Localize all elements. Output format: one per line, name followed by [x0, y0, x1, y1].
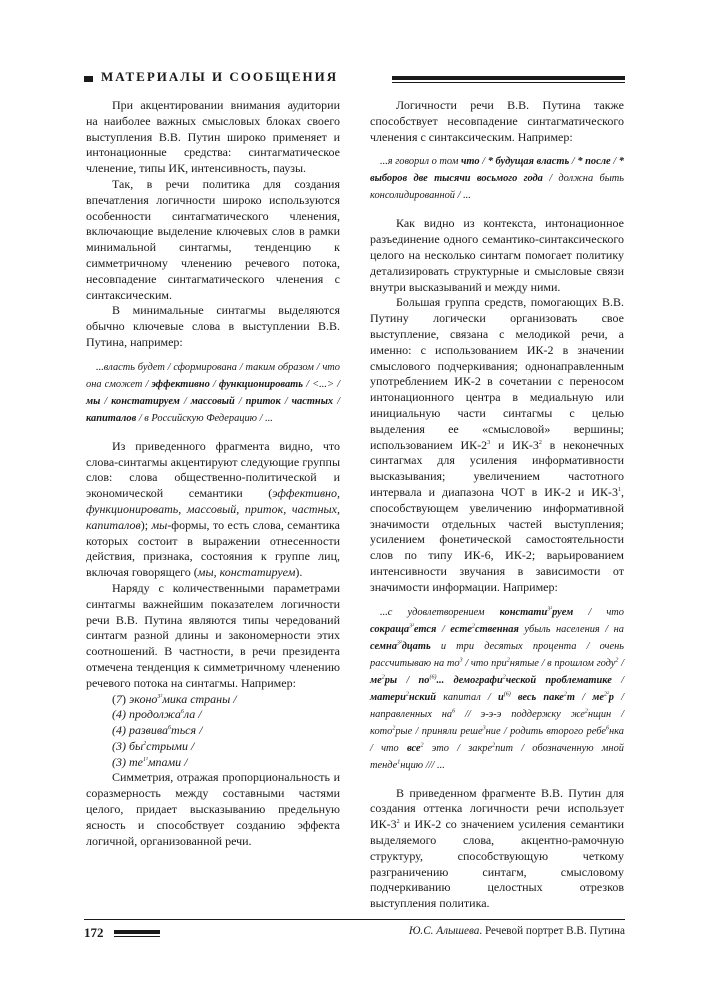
paragraph: В минимальные синтагмы выделяются обычно ключевые слова в выступлении В.В. Путина, например: [86, 303, 340, 349]
header-bar-left [84, 76, 93, 82]
running-header [84, 68, 625, 90]
example-quote-intonation: ...с удовлетворением констати$^{3^2}$руем / что сокраща$^{3^2}$ется / есте$^2$ственная убыль населения / на семна$^{3^2}$дцать и три десятых процента / очень рассчитываю на $то^3$ / что при$^2$нятые / в прошлом году$^2$ / $ме^2ры / по^{(6)}$... демографи$^2$ческой проблематике / матери$^2$нский капитал / $и^{(6)}$ весь паке$^2$т / $ме^{2^2}р$ / направленных $на^6 // э-э-э$ поддержку $же^2нщин$ / кото$^2$рые / приняли реше$^3$ние / родить второго ребе$^6$нка / что все$^2$ это / закре$^2$пит / обозначенную мной тенде$^1$нцию /// ... [370, 606, 624, 771]
header-rule-thin [392, 82, 625, 83]
syntagm-list [86, 692, 340, 771]
paragraph: Логичности речи В.В. Путина также способствует несовпадение синтагматического членения с синтаксическим. Например: [370, 98, 624, 144]
page-number-bar-thin [114, 936, 160, 937]
article-title: . Речевой портрет В.В. Путина [479, 925, 625, 937]
page-footer [84, 919, 625, 943]
paragraph: Симметрия, отражая пропорциональность и соразмерность между составными частями целого, придает высказыванию предельную ясность и способствует созданию эффекта логичной, организованной речи. [86, 770, 340, 848]
example-quote: ...я говорил о том что / * будущая власть / * после / * выборов две тысячи восьмого года / должна быть консолидированной / ... [370, 156, 624, 202]
list-item: (4) развива$^6$ться / [112, 723, 203, 738]
header-rule-thick [392, 76, 625, 80]
page-number: 172 [84, 925, 104, 940]
list-item: (3) $те^{1^2}мпами$ / [112, 754, 188, 769]
paragraph: Из приведенного фрагмента видно, что слова-синтагмы акцентируют следующие группы слов: слова общественно-политической и экономической семантики (эффективно, функционировать, массовый, приток, частных, капиталов); мы-формы, то есть слова, семантика которых состоит в выражении отнесенности действия, признака, состояния к группе лиц, включая говорящего (мы, констатируем). [86, 438, 340, 580]
footer-rule [84, 919, 625, 920]
paragraph: Наряду с количественными параметрами синтагмы важнейшим показателем логичности речи В.В. Путина являются типы чередований синтагм разной длины и закономерности этих соотношений. В частности, в речи президента отмечена тенденция к симметричному членению речевого потока на синтагмы. Например: [86, 580, 340, 690]
paragraph: В приведенном фрагменте В.В. Путин для создания оттенка логичности речи использует $ИК-3^2$ и ИК-2 со значением усиления семантики выделяемого слова, акцентно-рамочную структуру, способствующую четкому разграничению синтагм, смысловому подчеркиванию целостных отрезков выступления политика. [370, 785, 624, 911]
list-item: (7) эконо$^{3^2}$мика страны / [112, 691, 237, 706]
list-item: (3) $бы^2стрыми$ / [112, 738, 195, 753]
paragraph: Как видно из контекста, интонационное разъединение одного семантико-синтаксического целого на несколько синтагм помогает политику детализировать структурные и смысловые связи внутри высказываний и между ними. [370, 216, 624, 294]
page-number-bar [114, 930, 160, 934]
author-name: Ю.С. Алышева [408, 925, 480, 937]
section-title: МАТЕРИАЛЫ И СООБЩЕНИЯ [101, 69, 339, 84]
running-footer [409, 925, 625, 937]
list-item: (4) продолжа$^6$ла / [112, 707, 202, 722]
paragraph: Так, в речи политика для создания впечатления логичности широко используются особенности синтагматического членения, включающие выделение ключевых слов в рамки минимальной синтагмы, тенденцию к симметричному членению речевого потока, несовпадение синтагматического членения с синтаксическим. [86, 176, 340, 302]
paragraph: Большая группа средств, помогающих В.В. Путину логически организовать свое выступление, связана с мелодикой речи, а именно: с использованием ИК-2 в значении смыслового подчеркивания; однонаправленным употреблением ИК-2 в сочетании с переносом интонационного центра в медиальную или инициальную части синтагмы с целью выделения ее «смысловой» вершины; использованием $ИК-2^3$ и $ИК-3^2$ в неконечных синтагмах для усиления информативности высказывания; увеличением частотного интервала и диапазона ЧОТ в ИК-2 и $ИК-3^1$, способствующем увеличению информативной значимости отдельных частей выступления; усилением фонетической самостоятельности слов по типу ИК-6, ИК-2; варьированием интенсивности звучания в зависимости от значимости информации. Например: [370, 295, 625, 594]
paragraph: При акцентировании внимания аудитории на наиболее важных смысловых блоках своего выступления В.В. Путин широко применяет и интонационные средства: синтагматическое членение, типы ИК, интенсивность, паузы. [86, 98, 340, 176]
left-column [86, 98, 340, 849]
example-quote: ...власть будет / сформирована / таким образом / что она сможет / эффективно / функционировать / <...> / мы / констатируем / массовый / приток / частных / капиталов / в Российскую Федерацию / ... [86, 361, 340, 424]
right-column [370, 98, 624, 912]
